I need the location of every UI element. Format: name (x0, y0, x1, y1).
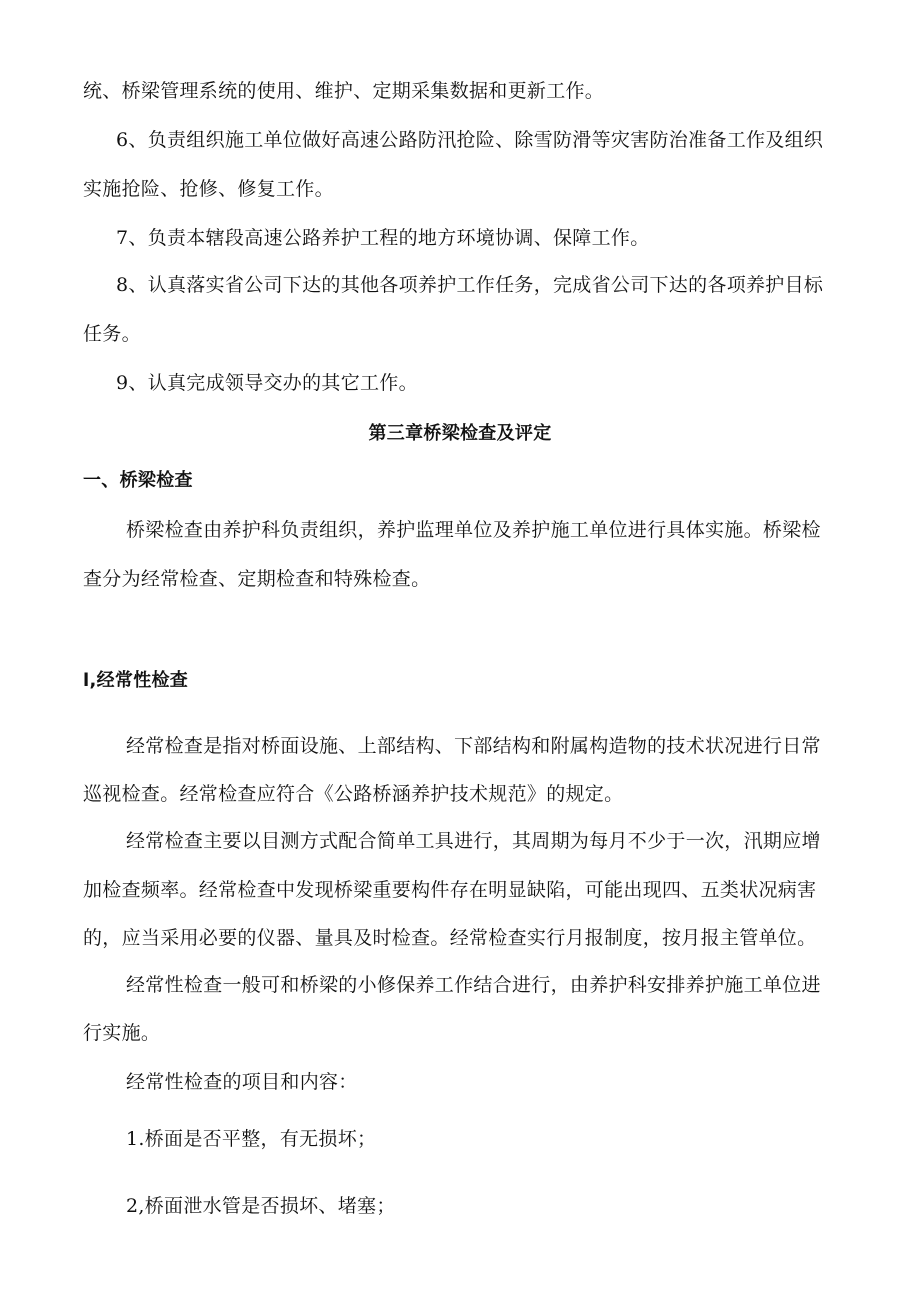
paragraph-line: 巡视检查。经常检查应符合《公路桥涵养护技术规范》的规定。 (83, 783, 624, 805)
paragraph-line: 经常性检查的项目和内容： (126, 1071, 358, 1093)
section-heading: 一、桥梁检查 (83, 470, 193, 491)
paragraph-line: 查分为经常检查、定期检查和特殊检查。 (83, 568, 431, 590)
text-line: 9、认真完成领导交办的其它工作。 (116, 372, 418, 394)
chapter-title: 第三章桥梁检查及评定 (368, 423, 552, 444)
text-line: 任务。 (83, 323, 141, 345)
paragraph-line: 加检查频率。经常检查中发现桥梁重要构件存在明显缺陷，可能出现四、五类状况病害 (83, 879, 817, 901)
text-line: 8、认真落实省公司下达的其他各项养护工作任务，完成省公司下达的各项养护目标 (116, 274, 824, 296)
paragraph-line: 桥梁检查由养护科负责组织，养护监理单位及养护施工单位进行具体实施。桥梁检 (126, 519, 821, 541)
paragraph-line: 经常检查是指对桥面设施、上部结构、下部结构和附属构造物的技术状况进行日常 (126, 735, 821, 757)
list-item: 1.桥面是否平整，有无损坏； (126, 1128, 377, 1150)
subsection-heading: l,经常性检查 (83, 670, 189, 691)
paragraph-line: 经常性检查一般可和桥梁的小修保养工作结合进行，由养护科安排养护施工单位进 (126, 974, 821, 996)
text-line: 统、桥梁管理系统的使用、维护、定期采集数据和更新工作。 (83, 80, 605, 102)
text-line: 7、负责本辖段高速公路养护工程的地方环境协调、保障工作。 (116, 227, 650, 249)
paragraph-line: 行实施。 (83, 1022, 161, 1044)
list-item: 2,桥面泄水管是否损坏、堵塞； (126, 1195, 396, 1217)
text-line: 实施抢险、抢修、修复工作。 (83, 178, 334, 200)
paragraph-line: 经常检查主要以目测方式配合简单工具进行，其周期为每月不少于一次，汛期应增 (126, 830, 821, 852)
text-line: 6、负责组织施工单位做好高速公路防汛抢险、除雪防滑等灾害防治准备工作及组织 (116, 129, 824, 151)
paragraph-line: 的，应当采用必要的仪器、量具及时检查。经常检查实行月报制度，按月报主管单位。 (83, 927, 817, 949)
